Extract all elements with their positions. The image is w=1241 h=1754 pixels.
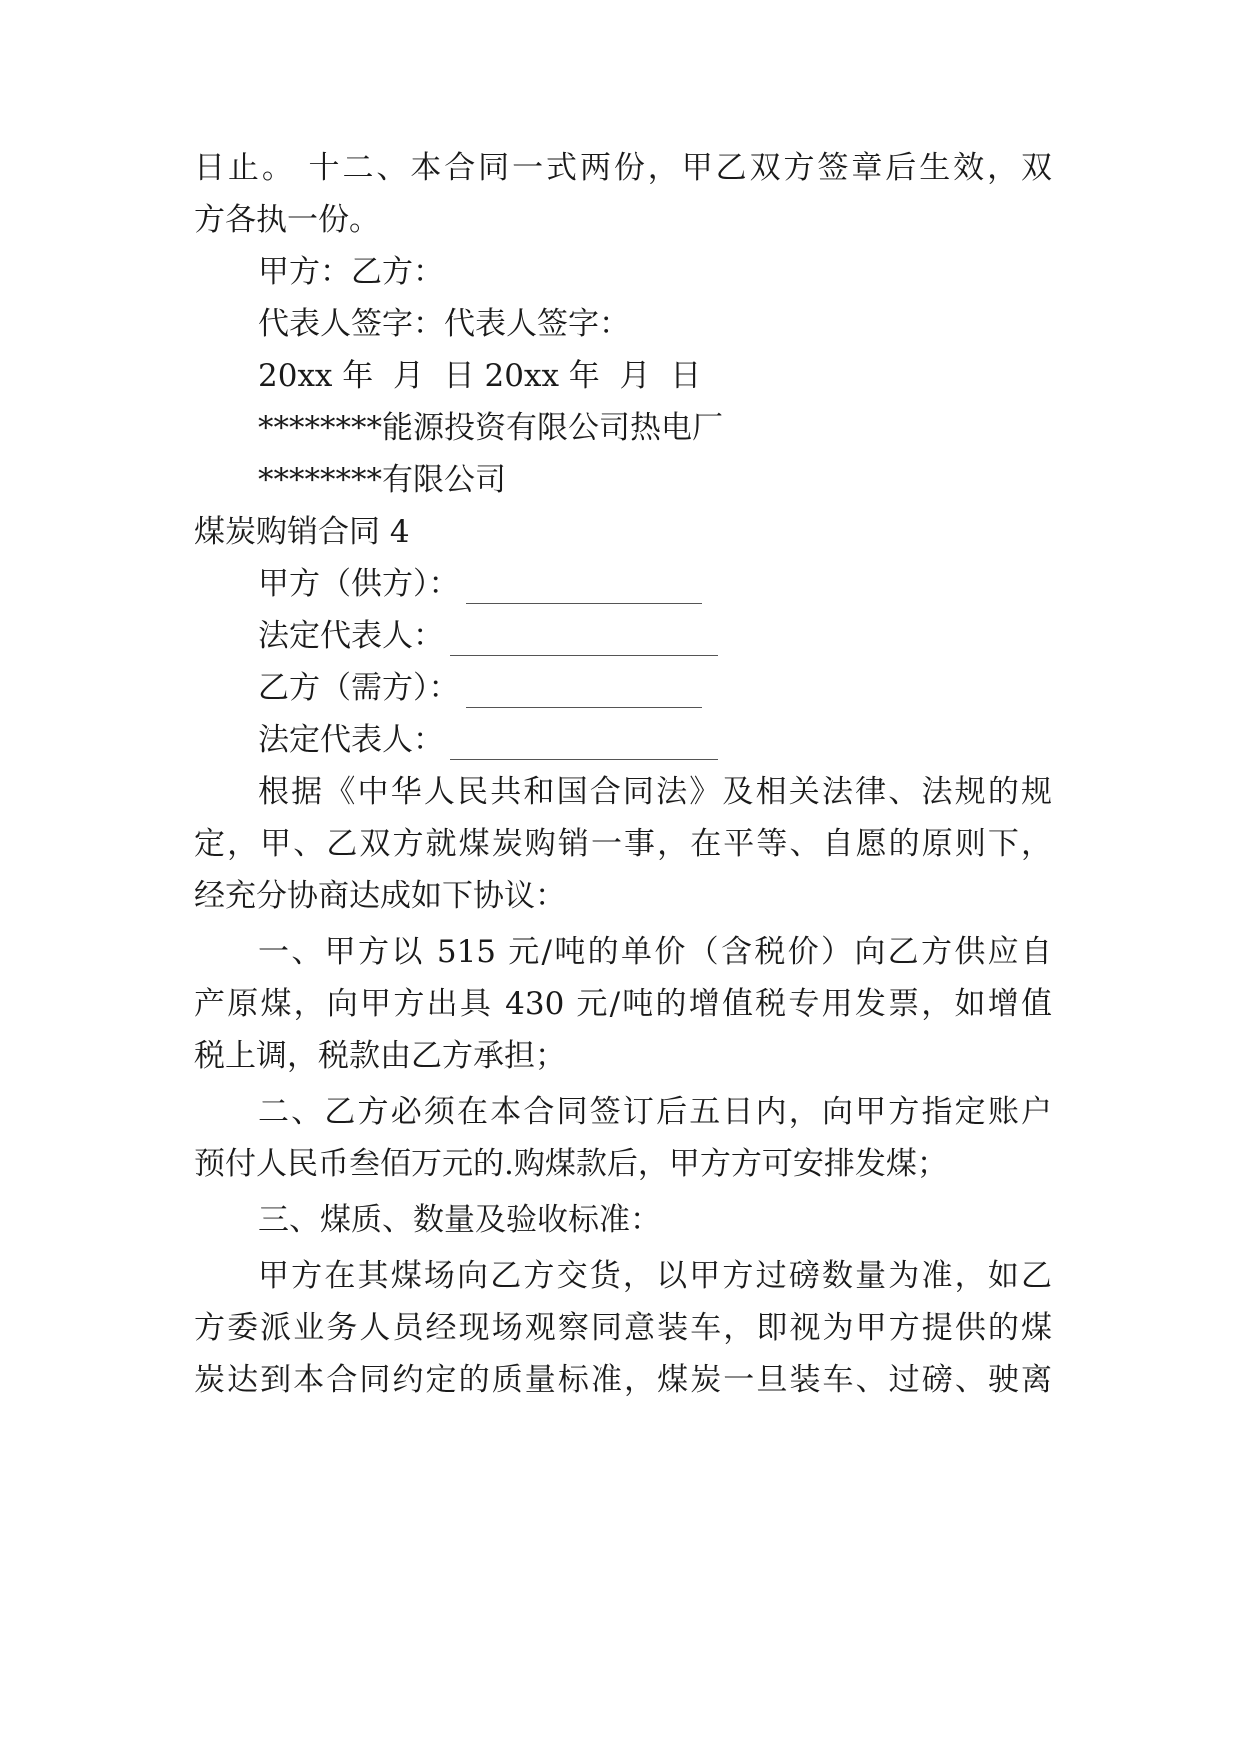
clause-3-heading: 三、煤质、数量及验收标准： xyxy=(258,1202,661,1238)
text-line: 定，甲、乙双方就煤炭购销一事，在平等、自愿的原则下， xyxy=(194,826,1052,862)
party-a-rep-field xyxy=(258,616,718,656)
party-b-label: 乙方（需方）： xyxy=(258,670,460,706)
party-b-rep-blank xyxy=(450,733,718,760)
clause-2-line: 预付人民币叁佰万元的.购煤款后，甲方方可安排发煤； xyxy=(194,1146,948,1182)
party-a-rep-blank xyxy=(450,629,718,656)
clause-1-line: 税上调，税款由乙方承担； xyxy=(194,1038,566,1074)
signature-parties: 甲方：乙方： xyxy=(258,254,444,290)
clause-2-line: 二、乙方必须在本合同签订后五日内，向甲方指定账户 xyxy=(258,1094,1052,1130)
party-b-blank xyxy=(466,681,702,708)
party-b-rep-label: 法定代表人： xyxy=(258,722,444,758)
party-a-field xyxy=(258,564,702,604)
clause-3-line: 甲方在其煤场向乙方交货，以甲方过磅数量为准，如乙 xyxy=(258,1258,1052,1294)
representative-signature: 代表人签字：代表人签字： xyxy=(258,306,630,342)
party-a-rep-label: 法定代表人： xyxy=(258,618,444,654)
party-b-field xyxy=(258,668,702,708)
text-line: 经充分协商达成如下协议： xyxy=(194,878,566,914)
clause-1-line: 一、甲方以 515 元/吨的单价（含税价）向乙方供应自 xyxy=(258,934,1052,970)
party-a-blank xyxy=(466,577,702,604)
text-line: 方各执一份。 xyxy=(194,202,380,238)
text-line: 日止。 十二、本合同一式两份，甲乙双方签章后生效，双 xyxy=(194,150,1052,186)
clause-3-line: 方委派业务人员经现场观察同意装车，即视为甲方提供的煤 xyxy=(194,1310,1052,1346)
party-b-company: ********有限公司 xyxy=(258,462,506,498)
signature-date: 20xx 年 月 日 20xx 年 月 日 xyxy=(258,358,702,394)
party-b-rep-field xyxy=(258,720,718,760)
clause-1-line: 产原煤，向甲方出具 430 元/吨的增值税专用发票，如增值 xyxy=(194,986,1052,1022)
clause-3-line: 炭达到本合同约定的质量标准，煤炭一旦装车、过磅、驶离 xyxy=(194,1362,1052,1398)
contract-title: 煤炭购销合同 4 xyxy=(194,514,410,550)
party-a-label: 甲方（供方）： xyxy=(258,566,460,602)
text-line: 根据《中华人民共和国合同法》及相关法律、法规的规 xyxy=(258,774,1052,810)
party-a-company: ********能源投资有限公司热电厂 xyxy=(258,410,723,446)
